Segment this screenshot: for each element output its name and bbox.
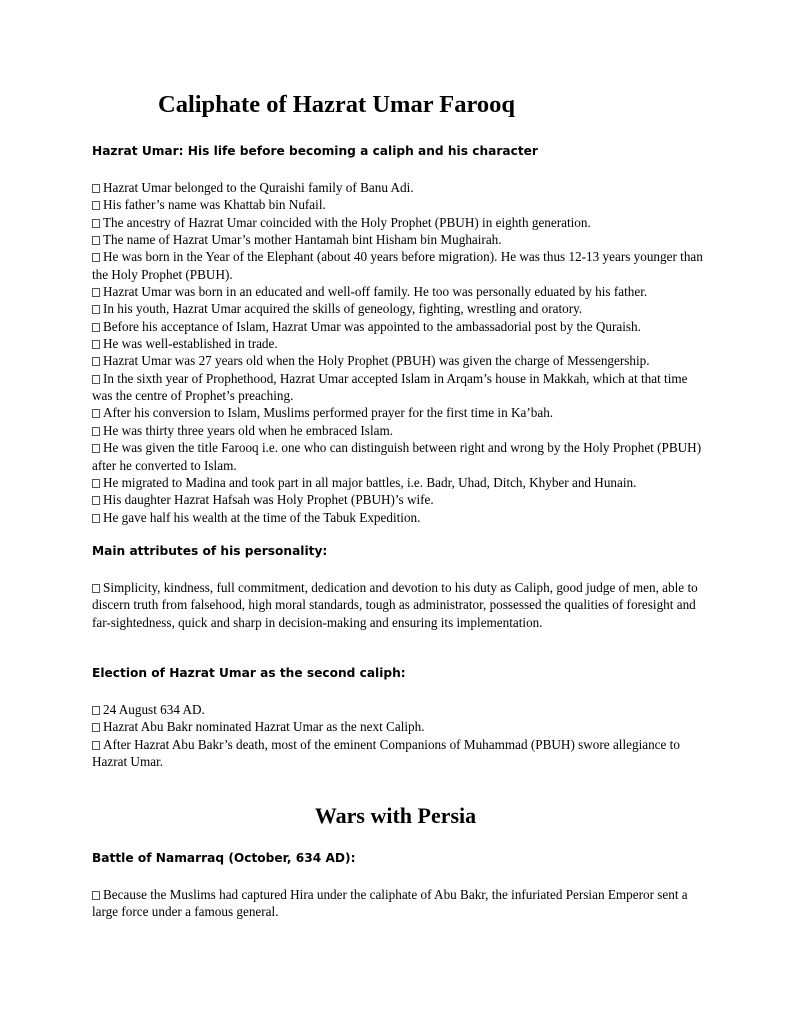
bullet-box-icon: [92, 723, 100, 732]
bullet-item: [92, 196, 707, 213]
bullet-item: [92, 736, 707, 771]
bullet-box-icon: [92, 375, 100, 384]
bullet-box-icon: [92, 201, 100, 210]
bullet-box-icon: [92, 584, 100, 593]
bullet-list-attributes: [92, 579, 707, 631]
bullet-item: [92, 283, 707, 300]
bullet-box-icon: [92, 184, 100, 193]
bullet-text: In his youth, Hazrat Umar acquired the skills of geneology, fighting, wrestling and oratory.: [103, 301, 583, 317]
bullet-box-icon: [92, 305, 100, 314]
bullet-box-icon: [92, 253, 100, 262]
bullet-box-icon: [92, 288, 100, 297]
section-title-wars-with-persia: Wars with Persia: [314, 803, 477, 828]
bullet-box-icon: [92, 409, 100, 418]
bullet-item: [92, 886, 707, 921]
bullet-text: Hazrat Abu Bakr nominated Hazrat Umar as the next Caliph.: [103, 719, 425, 735]
bullet-text: Because the Muslims had captured Hira under the caliphate of Abu Bakr, the infuriated Persian Emperor sent a large force under a famous general.: [92, 887, 688, 920]
bullet-item: [92, 404, 707, 421]
bullet-text: He was given the title Farooq i.e. one who can distinguish between right and wrong by the Holy Prophet (PBUH) after he converted to Islam.: [92, 440, 702, 473]
bullet-text: Hazrat Umar belonged to the Quraishi family of Banu Adi.: [103, 180, 414, 195]
bullet-box-icon: [92, 340, 100, 349]
bullet-box-icon: [92, 219, 100, 228]
bullet-item: [92, 422, 707, 439]
bullet-list-life: [92, 179, 707, 526]
bullet-text: Before his acceptance of Islam, Hazrat Umar was appointed to the ambassadorial post by the Quraish.: [103, 318, 641, 334]
bullet-item: [92, 300, 707, 317]
bullet-text: His daughter Hazrat Hafsah was Holy Prophet (PBUH)’s wife.: [103, 492, 434, 508]
bullet-text: Simplicity, kindness, full commitment, dedication and devotion to his duty as Caliph, good judge of men, able to discern truth from falsehood, high moral standards, tough as administrator, possessed the qualities of foresight and far-sightedness, quick and sharp in decision-making and ensuring its implementation.: [92, 580, 698, 630]
bullet-item: [92, 352, 707, 369]
bullet-item: [92, 718, 707, 735]
bullet-text: He was thirty three years old when he embraced Islam.: [103, 422, 394, 438]
bullet-box-icon: [92, 444, 100, 453]
bullet-text: He migrated to Madina and took part in all major battles, i.e. Badr, Uhad, Ditch, Khyber and Hunain.: [103, 474, 637, 490]
document-title: Caliphate of Hazrat Umar Farooq: [158, 91, 516, 118]
bullet-box-icon: [92, 427, 100, 436]
bullet-box-icon: [92, 891, 100, 900]
bullet-item: [92, 474, 707, 491]
bullet-box-icon: [92, 496, 100, 505]
bullet-box-icon: [92, 741, 100, 750]
bullet-text: After Hazrat Abu Bakr’s death, most of the eminent Companions of Muhammad (PBUH) swore allegiance to Hazrat Umar.: [92, 736, 680, 770]
bullet-text: His father’s name was Khattab bin Nufail.: [103, 197, 326, 213]
bullet-text: Hazrat Umar was born in an educated and well-off family. He too was personally eduated by his father.: [103, 284, 648, 300]
bullet-item: [92, 179, 707, 196]
section-heading-attributes: Main attributes of his personality:: [92, 544, 328, 558]
bullet-list-election: [92, 701, 707, 770]
bullet-box-icon: [92, 236, 100, 245]
bullet-text: After his conversion to Islam, Muslims performed prayer for the first time in Ka’bah.: [103, 405, 554, 421]
bullet-list-namarraq: [92, 886, 707, 921]
bullet-box-icon: [92, 357, 100, 366]
bullet-text: 24 August 634 AD.: [103, 702, 205, 717]
section-heading-life: Hazrat Umar: His life before becoming a caliph and his character: [92, 144, 538, 158]
bullet-item: [92, 509, 707, 526]
bullet-item: [92, 231, 707, 248]
bullet-text: In the sixth year of Prophethood, Hazrat Umar accepted Islam in Arqam’s house in Makkah, which at that time was the centre of Prophet’s preaching.: [92, 370, 688, 404]
section-heading-namarraq: Battle of Namarraq (October, 634 AD):: [92, 851, 356, 865]
bullet-item: [92, 335, 707, 352]
bullet-item: [92, 579, 707, 631]
bullet-box-icon: [92, 479, 100, 488]
bullet-text: He was well-established in trade.: [103, 336, 278, 352]
bullet-text: He gave half his wealth at the time of the Tabuk Expedition.: [103, 509, 421, 525]
bullet-box-icon: [92, 514, 100, 523]
bullet-box-icon: [92, 323, 100, 332]
bullet-item: [92, 214, 707, 231]
bullet-text: He was born in the Year of the Elephant (about 40 years before migration). He was thus 12-13 years younger than the Holy Prophet (PBUH).: [92, 249, 703, 282]
bullet-item: [92, 248, 707, 283]
bullet-item: [92, 318, 707, 335]
section-heading-election: Election of Hazrat Umar as the second caliph:: [92, 666, 406, 680]
bullet-item: [92, 701, 707, 718]
bullet-item: [92, 439, 707, 474]
bullet-item: [92, 370, 707, 405]
bullet-item: [92, 491, 707, 508]
bullet-box-icon: [92, 706, 100, 715]
bullet-text: The ancestry of Hazrat Umar coincided with the Holy Prophet (PBUH) in eighth generation.: [103, 214, 591, 230]
bullet-text: The name of Hazrat Umar’s mother Hantamah bint Hisham bin Mughairah.: [103, 232, 502, 248]
bullet-text: Hazrat Umar was 27 years old when the Holy Prophet (PBUH) was given the charge of Messengership.: [103, 353, 650, 369]
